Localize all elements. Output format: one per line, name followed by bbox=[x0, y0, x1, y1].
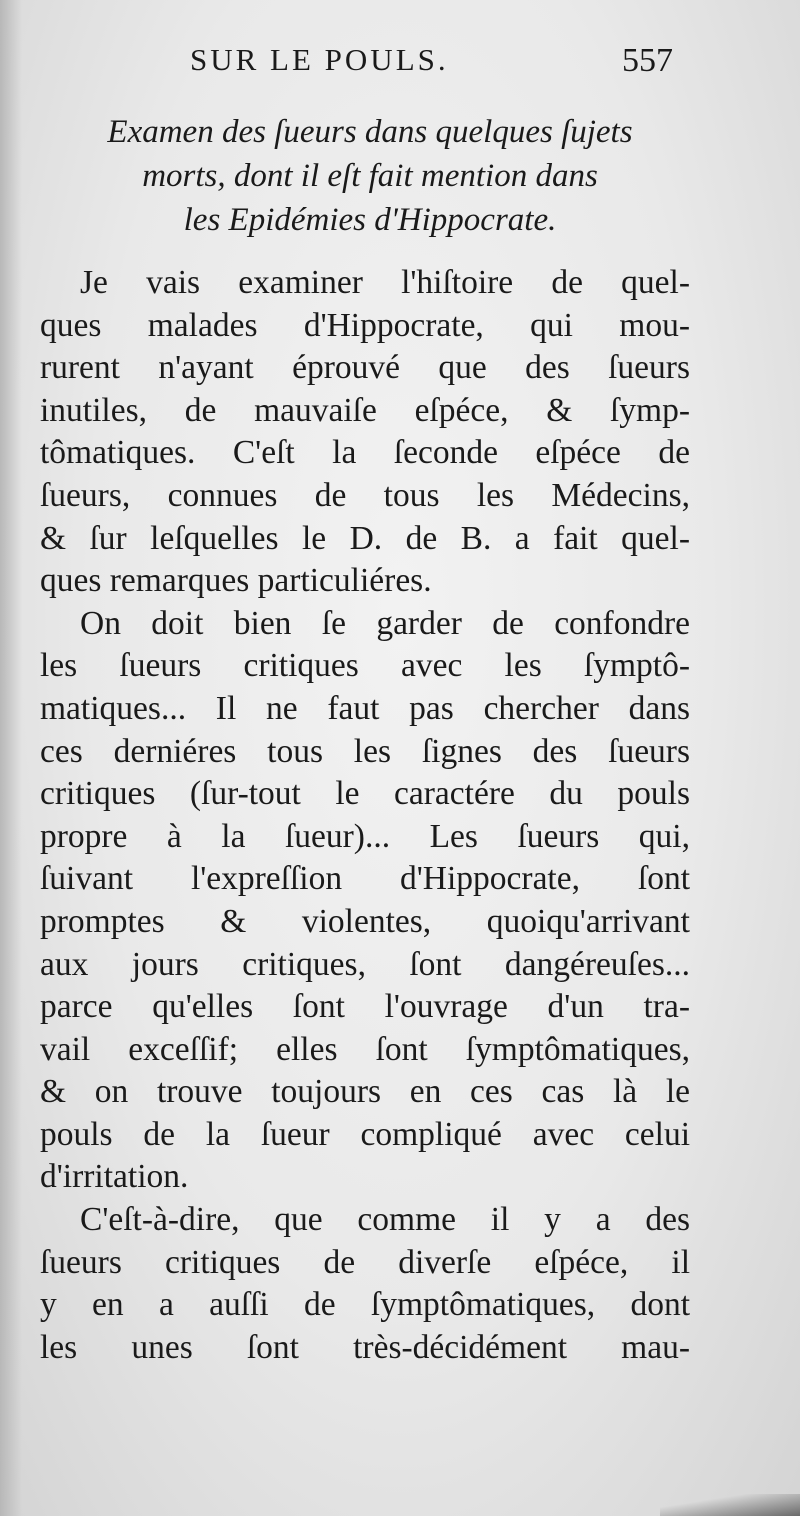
running-title: SUR LE POULS. bbox=[190, 42, 449, 77]
text-line: ſueurs, connues de tous les Médecins, bbox=[40, 476, 690, 514]
text-line: vail exceſſif; elles ſont ſymptômatiques, bbox=[40, 1030, 690, 1068]
text-line: parce qu'elles ſont l'ouvrage d'un tra- bbox=[40, 988, 690, 1026]
section-title-line: morts, dont il eſt fait mention dans bbox=[142, 158, 598, 194]
text-line: critiques (ſur-tout le caractére du pouls bbox=[40, 775, 690, 813]
page-edge-shadow bbox=[660, 1494, 800, 1516]
text-line: ſueurs critiques de diverſe eſpéce, il bbox=[40, 1243, 690, 1281]
text-line: matiques... Il ne faut pas chercher dans bbox=[40, 689, 690, 727]
text-line: On doit bien ſe garder de confondre bbox=[80, 604, 690, 642]
text-line: les unes ſont très-décidément mau- bbox=[40, 1328, 690, 1366]
section-title bbox=[40, 110, 700, 242]
text-line: Je vais examiner l'hiſtoire de quel- bbox=[80, 264, 690, 301]
section-title-line: Examen des ſueurs dans quelques ſujets bbox=[107, 114, 633, 150]
page-number: 557 bbox=[622, 42, 673, 79]
page-header bbox=[0, 42, 800, 92]
text-line: promptes & violentes, quoiqu'arrivant bbox=[40, 902, 690, 940]
text-line: & ſur leſquelles le D. de B. a fait quel- bbox=[40, 519, 690, 557]
text-line: ques remarques particuliéres. bbox=[40, 562, 432, 600]
text-line: tômatiques. C'eſt la ſeconde eſpéce de bbox=[40, 434, 690, 472]
body-text bbox=[40, 262, 690, 1369]
text-line: d'irritation. bbox=[40, 1158, 189, 1196]
text-line: ſuivant l'expreſſion d'Hippocrate, ſont bbox=[40, 860, 690, 898]
text-line: propre à la ſueur)... Les ſueurs qui, bbox=[40, 817, 690, 855]
text-line: rurent n'ayant éprouvé que des ſueurs bbox=[40, 349, 690, 387]
text-line: & on trouve toujours en ces cas là le bbox=[40, 1073, 690, 1111]
text-line: les ſueurs critiques avec les ſymptô- bbox=[40, 647, 690, 685]
section-title-line: les Epidémies d'Hippocrate. bbox=[183, 202, 557, 238]
gutter-shadow bbox=[0, 0, 22, 1516]
text-line: aux jours critiques, ſont dangéreuſes... bbox=[40, 945, 690, 983]
text-line: ces derniéres tous les ſignes des ſueurs bbox=[40, 732, 690, 770]
text-line: C'eſt-à-dire, que comme il y a des bbox=[80, 1201, 690, 1239]
text-line: inutiles, de mauvaiſe eſpéce, & ſymp- bbox=[40, 391, 690, 429]
text-line: pouls de la ſueur compliqué avec celui bbox=[40, 1115, 690, 1153]
text-line: ques malades d'Hippocrate, qui mou- bbox=[40, 306, 690, 344]
text-line: y en a auſſi de ſymptômatiques, dont bbox=[40, 1286, 690, 1324]
